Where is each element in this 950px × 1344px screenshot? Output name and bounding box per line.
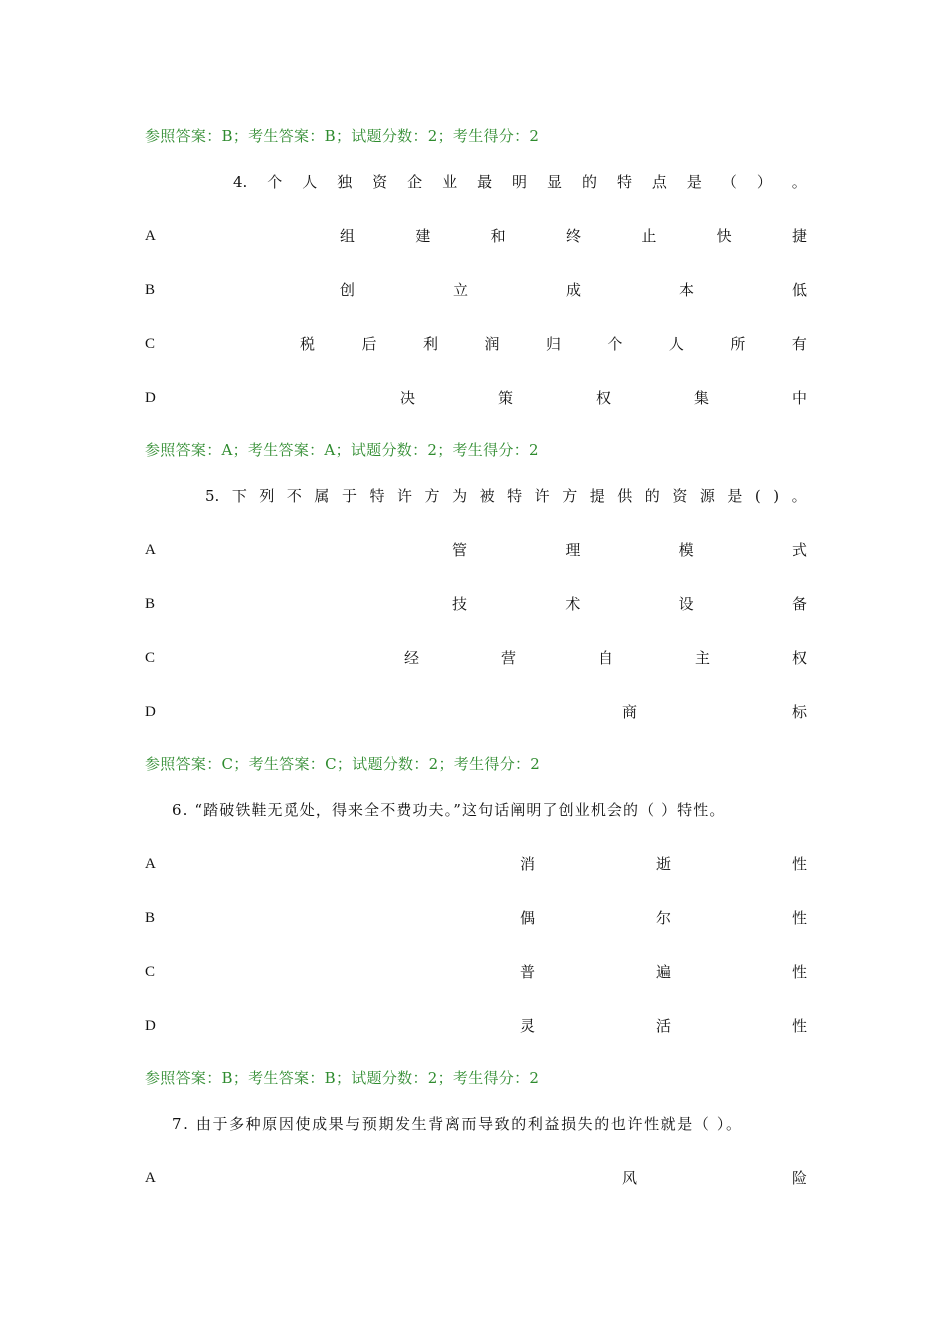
option-char: 经 bbox=[404, 649, 420, 667]
option-text bbox=[404, 646, 807, 670]
option-text bbox=[622, 700, 807, 724]
question-char: 不 bbox=[286, 487, 302, 505]
option-char: 管 bbox=[452, 541, 468, 559]
option-char: 后 bbox=[361, 335, 377, 353]
answer-line-q5: 参照答案：C；考生答案：C；试题分数：2；考生得分：2 bbox=[145, 755, 541, 773]
option-char: 设 bbox=[678, 595, 694, 613]
question-char: 个 bbox=[267, 173, 283, 191]
question-char: 列 bbox=[259, 487, 275, 505]
option-char: 商 bbox=[622, 703, 638, 721]
option-b bbox=[145, 906, 807, 930]
option-char: 标 bbox=[791, 703, 807, 721]
option-a bbox=[145, 1166, 807, 1190]
option-letter: A bbox=[145, 856, 156, 872]
option-char: 逝 bbox=[655, 855, 671, 873]
option-letter: A bbox=[145, 542, 156, 558]
option-letter: D bbox=[145, 390, 156, 406]
option-text bbox=[452, 538, 807, 562]
option-char: 策 bbox=[497, 389, 513, 407]
question-char: 资 bbox=[672, 487, 688, 505]
option-char: 中 bbox=[791, 389, 807, 407]
option-a bbox=[145, 538, 807, 562]
option-a bbox=[145, 852, 807, 876]
option-char: 术 bbox=[565, 595, 581, 613]
option-text bbox=[520, 960, 807, 984]
option-char: 式 bbox=[791, 541, 807, 559]
question-char: 许 bbox=[534, 487, 550, 505]
question-char: 独 bbox=[337, 173, 353, 191]
option-d bbox=[145, 1014, 807, 1038]
option-letter: B bbox=[145, 282, 156, 298]
option-text bbox=[340, 224, 807, 248]
option-char: 消 bbox=[520, 855, 536, 873]
option-b bbox=[145, 592, 807, 616]
question-char: 业 bbox=[442, 173, 458, 191]
question-char: ( bbox=[754, 487, 761, 505]
option-text bbox=[622, 1166, 807, 1190]
option-char: 润 bbox=[484, 335, 500, 353]
question-char: 最 bbox=[477, 173, 493, 191]
option-char: 活 bbox=[655, 1017, 671, 1035]
question-char: 方 bbox=[562, 487, 578, 505]
question-char: 的 bbox=[581, 173, 597, 191]
option-char: 性 bbox=[791, 909, 807, 927]
option-text bbox=[300, 332, 807, 356]
option-letter: C bbox=[145, 964, 156, 980]
option-char: 险 bbox=[791, 1169, 807, 1187]
question-char: 属 bbox=[314, 487, 330, 505]
question-char: 许 bbox=[397, 487, 413, 505]
question-char: （ bbox=[721, 173, 737, 191]
option-c bbox=[145, 332, 807, 356]
question-6: 6. “踏破铁鞋无觅处，得来全不费功夫。”这句话阐明了创业机会的（ ）特性。 bbox=[172, 801, 726, 819]
question-char: ) bbox=[773, 487, 780, 505]
question-char: 方 bbox=[424, 487, 440, 505]
question-char: 特 bbox=[507, 487, 523, 505]
option-char: 快 bbox=[716, 227, 732, 245]
option-char: 集 bbox=[693, 389, 709, 407]
option-char: 终 bbox=[565, 227, 581, 245]
question-char: 。 bbox=[791, 487, 807, 505]
option-char: 模 bbox=[678, 541, 694, 559]
option-char: 普 bbox=[520, 963, 536, 981]
option-char: 低 bbox=[791, 281, 807, 299]
question-number: 5. bbox=[205, 487, 220, 505]
question-char: 下 bbox=[231, 487, 247, 505]
option-char: 建 bbox=[415, 227, 431, 245]
option-char: 性 bbox=[791, 963, 807, 981]
question-char: 。 bbox=[791, 173, 807, 191]
option-char: 有 bbox=[791, 335, 807, 353]
option-char: 止 bbox=[641, 227, 657, 245]
question-char: 人 bbox=[302, 173, 318, 191]
option-char: 决 bbox=[400, 389, 416, 407]
option-char: 组 bbox=[340, 227, 356, 245]
option-char: 权 bbox=[791, 649, 807, 667]
question-char: 的 bbox=[644, 487, 660, 505]
option-d bbox=[145, 386, 807, 410]
option-char: 营 bbox=[500, 649, 516, 667]
option-letter: A bbox=[145, 228, 156, 244]
answer-line-q6: 参照答案：B；考生答案：B；试题分数：2；考生得分：2 bbox=[145, 1069, 540, 1087]
question-char: 显 bbox=[547, 173, 563, 191]
option-letter: B bbox=[145, 596, 156, 612]
option-b bbox=[145, 278, 807, 302]
option-text bbox=[520, 906, 807, 930]
option-c bbox=[145, 960, 807, 984]
question-number: 4. bbox=[233, 173, 248, 191]
question-char: 源 bbox=[699, 487, 715, 505]
answer-line-q3: 参照答案：B；考生答案：B；试题分数：2；考生得分：2 bbox=[145, 127, 540, 145]
option-d bbox=[145, 700, 807, 724]
option-char: 尔 bbox=[655, 909, 671, 927]
option-char: 创 bbox=[340, 281, 356, 299]
option-char: 利 bbox=[422, 335, 438, 353]
option-a bbox=[145, 224, 807, 248]
option-char: 税 bbox=[300, 335, 316, 353]
option-char: 归 bbox=[545, 335, 561, 353]
question-char: 点 bbox=[651, 173, 667, 191]
answer-line-q4: 参照答案：A；考生答案：A；试题分数：2；考生得分：2 bbox=[145, 441, 539, 459]
question-char: 提 bbox=[589, 487, 605, 505]
question-char: 供 bbox=[617, 487, 633, 505]
option-char: 灵 bbox=[520, 1017, 536, 1035]
question-char: 为 bbox=[452, 487, 468, 505]
option-char: 所 bbox=[730, 335, 746, 353]
question-char: 是 bbox=[727, 487, 743, 505]
question-char: 于 bbox=[341, 487, 357, 505]
option-char: 遍 bbox=[655, 963, 671, 981]
option-char: 备 bbox=[791, 595, 807, 613]
option-text bbox=[520, 1014, 807, 1038]
option-char: 性 bbox=[791, 1017, 807, 1035]
question-char: 明 bbox=[512, 173, 528, 191]
question-char: 企 bbox=[407, 173, 423, 191]
option-char: 偶 bbox=[520, 909, 536, 927]
option-char: 自 bbox=[597, 649, 613, 667]
option-text bbox=[400, 386, 807, 410]
option-text bbox=[340, 278, 807, 302]
option-char: 性 bbox=[791, 855, 807, 873]
question-4 bbox=[233, 170, 807, 194]
option-c bbox=[145, 646, 807, 670]
option-char: 个 bbox=[607, 335, 623, 353]
option-letter: A bbox=[145, 1170, 156, 1186]
question-char: 是 bbox=[686, 173, 702, 191]
option-text bbox=[520, 852, 807, 876]
question-char: ） bbox=[756, 173, 772, 191]
option-letter: C bbox=[145, 650, 156, 666]
option-char: 立 bbox=[452, 281, 468, 299]
question-char: 被 bbox=[479, 487, 495, 505]
option-char: 人 bbox=[668, 335, 684, 353]
option-char: 捷 bbox=[791, 227, 807, 245]
option-letter: D bbox=[145, 704, 156, 720]
option-char: 主 bbox=[694, 649, 710, 667]
option-char: 和 bbox=[490, 227, 506, 245]
option-letter: D bbox=[145, 1018, 156, 1034]
question-7: 7. 由于多种原因使成果与预期发生背离而导致的利益损失的也许性就是（ ）。 bbox=[172, 1115, 743, 1133]
option-letter: C bbox=[145, 336, 156, 352]
option-text bbox=[452, 592, 807, 616]
option-letter: B bbox=[145, 910, 156, 926]
option-char: 理 bbox=[565, 541, 581, 559]
option-char: 权 bbox=[595, 389, 611, 407]
question-char: 资 bbox=[372, 173, 388, 191]
option-char: 本 bbox=[678, 281, 694, 299]
question-char: 特 bbox=[369, 487, 385, 505]
option-char: 技 bbox=[452, 595, 468, 613]
option-char: 风 bbox=[622, 1169, 638, 1187]
option-char: 成 bbox=[565, 281, 581, 299]
question-char: 特 bbox=[616, 173, 632, 191]
question-5 bbox=[205, 484, 807, 508]
